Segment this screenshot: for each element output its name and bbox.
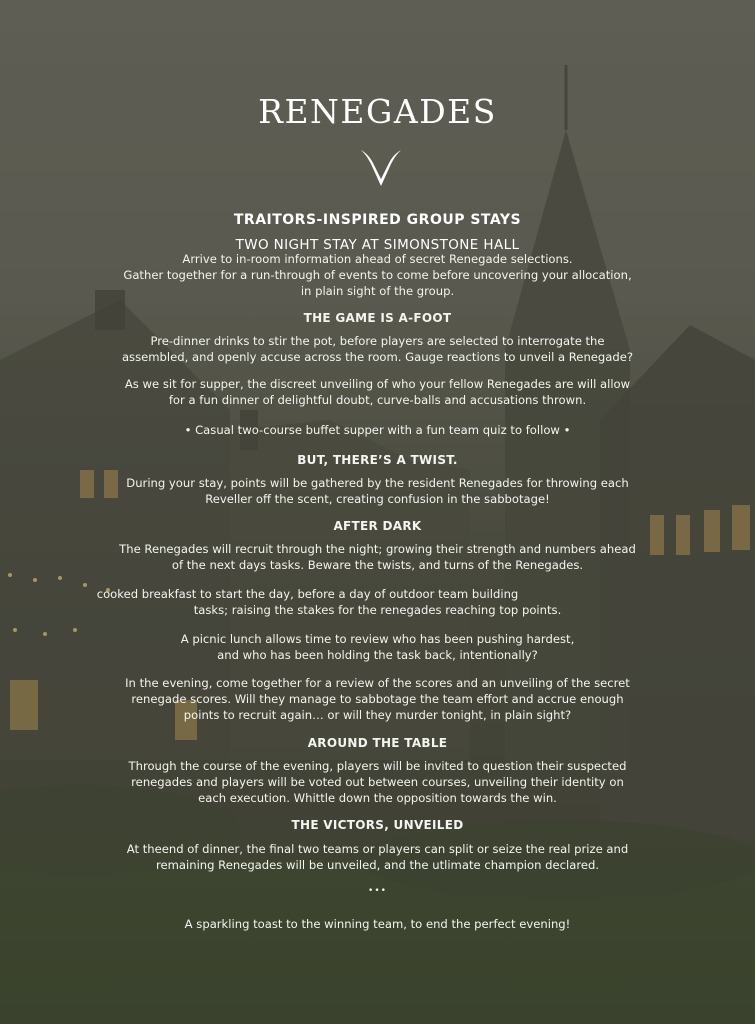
heading-twist: BUT, THERE’S A TWIST. — [297, 453, 458, 467]
heading-around-table: AROUND THE TABLE — [307, 736, 448, 750]
intro-text: Arrive to in-room information ahead of secret Renegade selections. Gather together for a run-through of events to come before uncovering your allocation, in plain sight of the group. — [123, 252, 632, 298]
heading-game-afoot: THE GAME IS A-FOOT — [303, 311, 452, 325]
afoot-paragraph-2: As we sit for supper, the discreet unveiling of who your fellow Renegades are will allow for a fun dinner of delightful doubt, curve-balls and accusations thrown. — [124, 377, 631, 407]
heading-after-dark: AFTER DARK — [333, 519, 422, 533]
table-paragraph: Through the course of the evening, players will be invited to question their suspected renegades and players will be voted out between courses, unveiling their identity on each execution. Whittle down the opposition towards the win. — [128, 759, 627, 805]
dark-paragraph-4: In the evening, come together for a review of the scores and an unveiling of the secret renegade scores. Will they manage to sabbotage the team effort and accrue enough points to recruit again… or will they murder tonight, in plain sight? — [125, 676, 630, 722]
dark-paragraph-2a: cooked breakfast to start the day, before a day of outdoor team building — [96, 587, 519, 601]
afoot-paragraph-3: • Casual two-course buffet supper with a fun team quiz to follow • — [184, 423, 571, 437]
victors-paragraph: At theend of dinner, the final two teams or players can split or seize the real prize and remaining Renegades will be unveiled, and the utlimate champion declared. — [126, 842, 629, 872]
stay-title: TWO NIGHT STAY AT SIMONSTONE HALL — [235, 237, 520, 253]
ellipsis-divider: ••• — [368, 886, 387, 896]
chevron-v-icon — [358, 146, 404, 192]
twist-paragraph: During your stay, points will be gathered by the resident Renegades for throwing each Reveller off the scent, creating confusion in the sabbotage! — [126, 476, 629, 506]
toast-line: A sparkling toast to the winning team, to end the perfect evening! — [184, 917, 571, 931]
dark-paragraph-3: A picnic lunch allows time to review who has been pushing hardest, and who has been holding the task back, intentionally? — [180, 632, 575, 662]
dark-paragraph-1: The Renegades will recruit through the night; growing their strength and numbers ahead of the next days tasks. Beware the twists, and turns of the Renegades. — [119, 542, 636, 572]
dark-paragraph-2b: tasks; raising the stakes for the renegades reaching top points. — [193, 603, 562, 617]
subtitle: TRAITORS-INSPIRED GROUP STAYS — [233, 212, 522, 228]
afoot-paragraph-1: Pre-dinner drinks to stir the pot, before players are selected to interrogate the assembled, and openly accuse across the room. Gauge reactions to unveil a Renegade? — [121, 334, 634, 364]
heading-victors: THE VICTORS, UNVEILED — [291, 818, 464, 832]
brand-title: RENEGADES — [258, 92, 497, 131]
